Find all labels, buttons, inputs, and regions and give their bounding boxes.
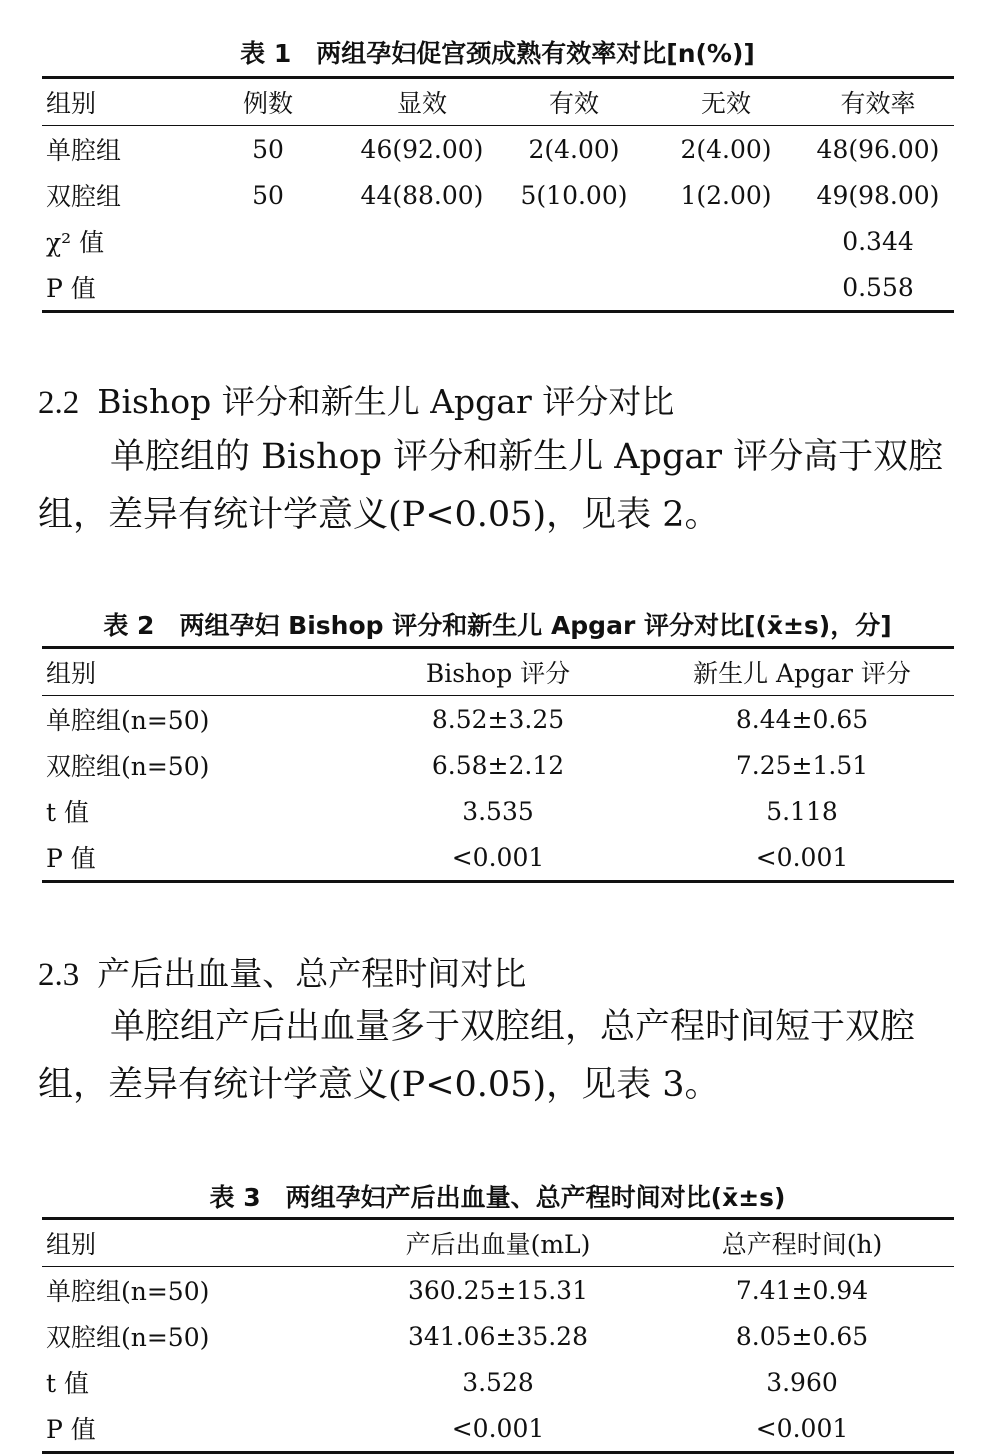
table-cell: 46(92.00) (360, 134, 484, 164)
table1-header-row (42, 78, 954, 126)
table1-label: 表 1 (240, 39, 292, 68)
section-2-3-paragraph (38, 998, 954, 1114)
table3-title-unit: (x̄±s) (710, 1183, 786, 1212)
table-cell: 单腔组(n=50) (46, 706, 210, 735)
table-cell: 3.960 (766, 1367, 838, 1397)
table-row (42, 218, 954, 264)
table2-title-unit: [(x̄±s)，分] (743, 611, 892, 640)
table-cell: 48(96.00) (816, 134, 940, 164)
table1-title: 两组孕妇促宫颈成熟有效率对比 (316, 39, 667, 68)
table3-label: 表 3 (209, 1183, 261, 1212)
table-cell: <0.001 (755, 1413, 849, 1443)
table-cell: 1(2.00) (680, 180, 772, 210)
table-cell: t 值 (46, 1369, 89, 1398)
table-cell: P 值 (46, 844, 96, 873)
table-cell: 360.25±15.31 (408, 1275, 588, 1305)
table-row (42, 834, 954, 882)
table-row (42, 1405, 954, 1453)
table1-title-unit: [n(%)] (666, 39, 755, 68)
table-cell: 8.05±0.65 (735, 1321, 869, 1351)
table-cell: 3.528 (462, 1367, 534, 1397)
table-cell: <0.001 (755, 842, 849, 872)
table3-col-header: 产后出血量(mL) (405, 1230, 591, 1259)
table-row (42, 696, 954, 743)
table3-title: 两组孕妇产后出血量、总产程时间对比 (285, 1183, 711, 1212)
table1-col-header: 有效率 (840, 89, 916, 118)
table2-title: 两组孕妇 Bishop 评分和新生儿 Apgar 评分对比 (179, 611, 744, 640)
table-cell: 双腔组(n=50) (46, 1323, 210, 1352)
section-title: 产后出血量、总产程时间对比 (97, 954, 527, 993)
table1-col-header: 有效 (548, 89, 599, 118)
table2 (42, 646, 954, 883)
table-cell: 双腔组 (46, 182, 122, 211)
table-cell: 5.118 (766, 796, 838, 826)
table3-caption (40, 1178, 955, 1214)
table-row (42, 1313, 954, 1359)
table-cell: 7.41±0.94 (735, 1275, 869, 1305)
table-row (42, 172, 954, 218)
table-cell: P 值 (46, 1415, 96, 1444)
section-number: 2.2 (38, 385, 80, 421)
section-2-2-paragraph (38, 428, 954, 544)
table1-col-header: 显效 (396, 89, 447, 118)
table-row (42, 788, 954, 834)
table-cell: 341.06±35.28 (408, 1321, 588, 1351)
table2-col-header: 组别 (46, 659, 97, 688)
section-2-2-heading (38, 376, 674, 423)
table-row (42, 264, 954, 312)
table3-header-row (42, 1219, 954, 1267)
table2-col-header: 新生儿 Apgar 评分 (693, 659, 911, 688)
table2-label: 表 2 (103, 611, 155, 640)
section-2-3-heading (38, 948, 526, 995)
table1-col-header: 例数 (242, 89, 293, 118)
paragraph-text: 单腔组产后出血量多于双腔组，总产程时间短于双腔组，差异有统计学意义(P<0.05)，见表 3。 (38, 1007, 916, 1105)
table-cell: 单腔组(n=50) (46, 1277, 210, 1306)
paragraph-text: 单腔组的 Bishop 评分和新生儿 Apgar 评分高于双腔组，差异有统计学意义(P<0.05)，见表 2。 (38, 437, 944, 535)
table-cell: 2(4.00) (528, 134, 620, 164)
table3-col-header: 总产程时间(h) (721, 1230, 883, 1259)
section-number: 2.3 (38, 957, 80, 993)
table-cell: 6.58±2.12 (431, 750, 565, 780)
table-cell: <0.001 (451, 1413, 545, 1443)
table2-header-row (42, 648, 954, 696)
section-title: Bishop 评分和新生儿 Apgar 评分对比 (97, 382, 675, 421)
table-cell: <0.001 (451, 842, 545, 872)
table1-col-header: 组别 (46, 89, 97, 118)
table2-col-header: Bishop 评分 (425, 659, 571, 688)
table-cell: 49(98.00) (816, 180, 940, 210)
table-row (42, 742, 954, 788)
table-cell: 8.44±0.65 (735, 704, 869, 734)
table-cell: 单腔组 (46, 136, 122, 165)
table1-caption (40, 34, 955, 70)
table-cell: 3.535 (462, 796, 534, 826)
table-cell: 7.25±1.51 (735, 750, 869, 780)
stat-label: χ² 值 (46, 228, 105, 257)
table-cell: 44(88.00) (360, 180, 484, 210)
table1 (42, 76, 954, 313)
table2-caption (40, 606, 955, 642)
table3 (42, 1217, 954, 1454)
table-cell: 2(4.00) (680, 134, 772, 164)
table-cell: t 值 (46, 798, 89, 827)
table-row (42, 126, 954, 173)
stat-value: 0.558 (842, 272, 914, 302)
table-row (42, 1267, 954, 1314)
table-row (42, 1359, 954, 1405)
table1-col-header: 无效 (700, 89, 751, 118)
table-cell: 双腔组(n=50) (46, 752, 210, 781)
stat-label: P 值 (46, 274, 96, 303)
table-cell: 5(10.00) (520, 180, 628, 210)
table-cell: 8.52±3.25 (431, 704, 565, 734)
table-cell: 50 (252, 180, 284, 210)
table-cell: 50 (252, 134, 284, 164)
table3-col-header: 组别 (46, 1230, 97, 1259)
stat-value: 0.344 (842, 226, 914, 256)
